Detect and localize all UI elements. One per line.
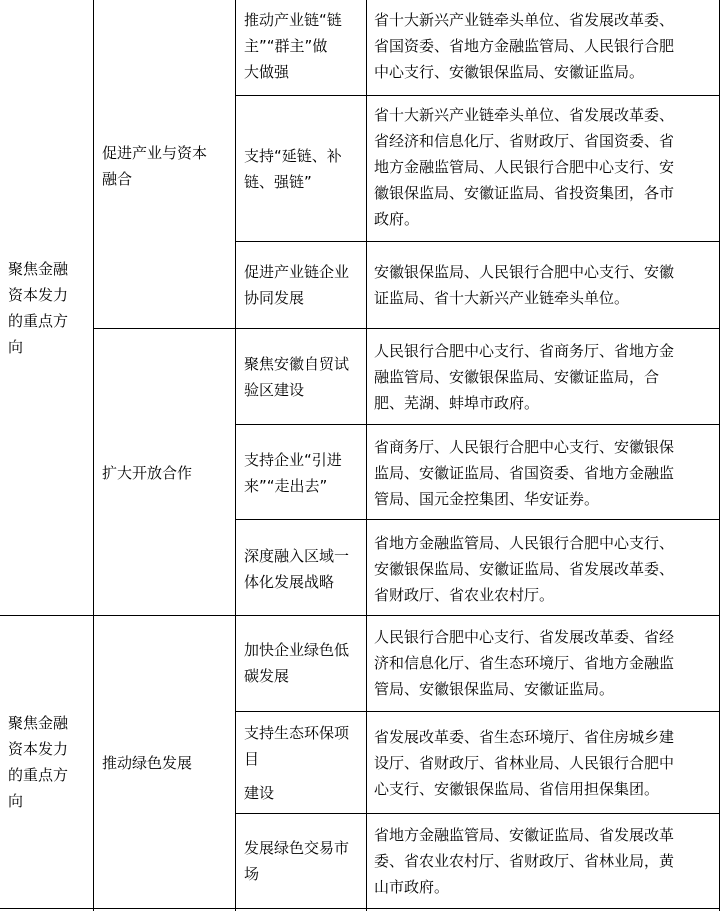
units-text: 省发展改革委、省生态环境厅、省住房城乡建 (374, 728, 675, 746)
units-text: 融监管局、安徽银保监局、安徽证监局，合 (374, 368, 660, 386)
group-name-text: 融合 (102, 170, 133, 188)
units-text: 省经济和信息化厅、省财政厅、省国资委、省 (374, 132, 675, 150)
units-text: 省商务厅、人民银行合肥中心支行、安徽银保 (374, 438, 675, 456)
task-text: 链、强链” (244, 173, 312, 191)
task-text: 发展绿色交易市 (244, 839, 350, 857)
units-text: 省十大新兴产业链牵头单位、省发展改革委、 (374, 11, 675, 29)
task-text: 支持“延链、补 (244, 147, 342, 165)
units-text: 证监局、省十大新兴产业链牵头单位。 (374, 289, 630, 307)
section-divider (0, 615, 720, 616)
area-text: 向 (8, 338, 24, 356)
area-text: 聚焦金融 (8, 260, 69, 278)
units-text: 心支行、安徽银保监局、省信用担保集团。 (374, 780, 660, 798)
task-text: 碳发展 (244, 667, 290, 685)
units-text: 地方金融监管局、人民银行合肥中心支行、安 (374, 158, 675, 176)
task-text: 体化发展战略 (244, 573, 335, 591)
area-text: 的重点方 (8, 766, 69, 784)
row-divider (235, 519, 720, 520)
units-text: 中心支行、安徽银保监局、安徽证监局。 (374, 63, 645, 81)
task-text: 聚焦安徽自贸试 (244, 355, 350, 373)
task-text: 协同发展 (244, 289, 305, 307)
units-text: 管局、安徽银保监局、安徽证监局。 (374, 680, 615, 698)
units-text: 安徽银保监局、安徽证监局、省发展改革委、 (374, 560, 675, 578)
task-text: 来”“走出去” (244, 477, 328, 495)
units-text: 省地方金融监管局、安徽证监局、省发展改革 (374, 826, 675, 844)
units-text: 委、省农业农村厅、省财政厅、省林业局，黄 (374, 852, 675, 870)
area-text: 聚焦金融 (8, 714, 69, 732)
task-text: 推动产业链“链 (244, 11, 342, 29)
task-text: 验区建设 (244, 381, 305, 399)
units-text: 济和信息化厅、省生态环境厅、省地方金融监 (374, 654, 675, 672)
table-bottom-border (0, 908, 720, 909)
row-divider (235, 711, 720, 712)
task-text: 加快企业绿色低 (244, 641, 350, 659)
units-text: 肥、芜湖、蚌埠市政府。 (374, 394, 540, 412)
task-text: 促进产业链企业 (244, 263, 350, 281)
units-text: 省财政厅、省农业农村厅。 (374, 586, 555, 604)
area-text: 资本发力 (8, 740, 69, 758)
units-text: 管局、国元金控集团、华安证券。 (374, 490, 600, 508)
group-name-text: 扩大开放合作 (102, 464, 193, 482)
group-name-text: 促进产业与资本 (102, 144, 208, 162)
area-text: 向 (8, 792, 24, 810)
group-name-text: 推动绿色发展 (102, 754, 193, 772)
units-text: 人民银行合肥中心支行、省商务厅、省地方金 (374, 342, 675, 360)
row-divider (235, 424, 720, 425)
area-text: 资本发力 (8, 286, 69, 304)
task-text: 大做强 (244, 63, 290, 81)
row-divider (235, 95, 720, 96)
area-text: 的重点方 (8, 312, 69, 330)
units-text: 省国资委、省地方金融监管局、人民银行合肥 (374, 37, 675, 55)
units-text: 政府。 (374, 210, 420, 228)
column-divider-area-group (93, 0, 94, 911)
column-divider-group-task (235, 0, 236, 911)
task-text: 场 (244, 865, 260, 883)
units-text: 徽银保监局、安徽证监局、省投资集团，各市 (374, 184, 675, 202)
task-text: 目 (244, 750, 260, 768)
units-text: 监局、安徽证监局、省国资委、省地方金融监 (374, 464, 675, 482)
table-right-border (719, 0, 720, 911)
task-text: 主”“群主”做 (244, 37, 328, 55)
row-divider (235, 241, 720, 242)
row-divider (235, 813, 720, 814)
units-text: 省十大新兴产业链牵头单位、省发展改革委、 (374, 106, 675, 124)
column-divider-task-units (366, 0, 367, 911)
task-text: 支持生态环保项 (244, 724, 350, 742)
task-text: 深度融入区域一 (244, 547, 350, 565)
units-text: 山市政府。 (374, 878, 450, 896)
units-text: 省地方金融监管局、人民银行合肥中心支行、 (374, 534, 675, 552)
units-text: 安徽银保监局、人民银行合肥中心支行、安徽 (374, 263, 675, 281)
task-text: 支持企业“引进 (244, 451, 342, 469)
task-text: 建设 (244, 784, 275, 802)
units-text: 设厅、省财政厅、省林业局、人民银行合肥中 (374, 754, 675, 772)
group-divider (93, 328, 720, 329)
units-text: 人民银行合肥中心支行、省发展改革委、省经 (374, 628, 675, 646)
